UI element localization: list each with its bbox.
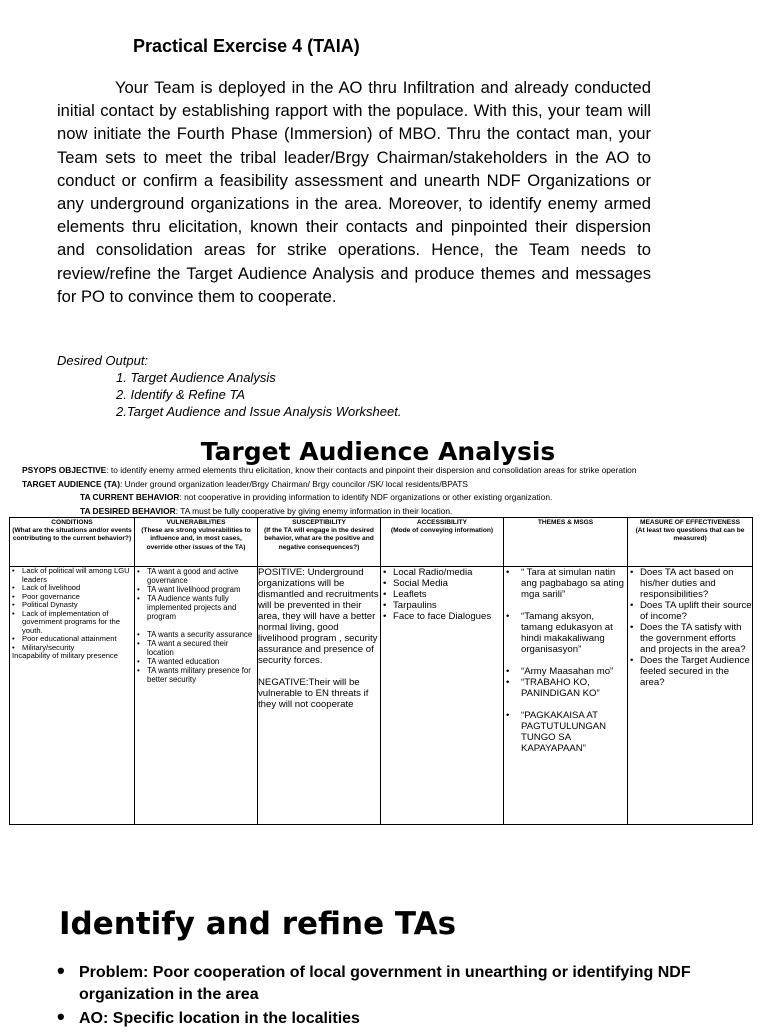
condition-item: • Political Dynasty [10, 601, 134, 610]
condition-item: • Lack of political will among LGU leaders [10, 567, 134, 584]
desired-output-item: 2. Identify & Refine TA [116, 387, 246, 402]
column-header-conditions: CONDITIONS (What are the situations and/or events contributing to the current behavior?) [10, 518, 135, 567]
scenario-paragraph: Your Team is deployed in the AO thru Infiltration and already conducted initial contact by establishing rapport with the populace. With this, your team will now initiate the Fourth Phase (Immersion) of MBO. Thru the contact man, your Team sets to meet the tribal leader/Brgy Chairman/stakeholders in the AO to conduct or confirm a feasibility assessment and unearth NDF Organizations or any underground organizations in the area. Moreover, to identify enemy armed elements thru elicitation, known their contacts and pinpointed their dispersion and consolidation areas for strike operations. Hence, the Team needs to review/refine the Target Audience Analysis and produce themes and messages for PO to convince them to cooperate. [57, 78, 651, 306]
taa-body-row [10, 567, 753, 825]
refine-item: • AO: Specific location in the localities [57, 1008, 717, 1030]
refine-heading: Identify and refine TAs [59, 906, 457, 942]
moe-item: • Does the TA satisfy with the government efforts and projects in the area? [628, 622, 752, 655]
vulnerability-item: • TA Audience wants fully implemented projects and program [135, 594, 257, 621]
vulnerabilities-cell [135, 567, 258, 825]
taa-table [9, 517, 753, 825]
conditions-cell [10, 567, 135, 825]
accessibility-item: • Tarpaulins [381, 600, 503, 611]
refine-list [57, 962, 717, 1032]
condition-tail: Incapability of military presence [12, 651, 118, 660]
condition-item: • Military/security [10, 644, 134, 653]
psyops-label: PSYOPS OBJECTIVE [22, 465, 107, 475]
psyops-objective [22, 465, 637, 475]
target-audience [22, 479, 468, 489]
theme-item: • “ Tara at simulan natin ang pagbabago sa ating mga sarili” [504, 567, 627, 600]
desired-behavior-label: TA DESIRED BEHAVIOR [80, 506, 176, 516]
accessibility-cell [381, 567, 504, 825]
vulnerability-item: • TA want a secured their location [135, 639, 257, 657]
condition-item: • Lack of implementation of government programs for the youth. [10, 610, 134, 636]
psyops-text: : to identify enemy armed elements thru elicitation, know their contacts and pinpoint their dispersion and consolidation areas for strike operation [106, 465, 637, 475]
taa-heading: Target Audience Analysis [200, 437, 556, 466]
column-header-moe: MEASURE OF EFFECTIVENESS (At least two questions that can be measured) [628, 518, 753, 567]
moe-item: • Does TA uplift their source of income? [628, 600, 752, 622]
desired-output-item: 1. Target Audience Analysis [116, 370, 276, 385]
condition-item: • Poor educational attainment [10, 635, 134, 644]
column-header-vulnerabilities: VULNERABILITIES (These are strong vulnerabilities to influence and, in most cases, override other issues of the TA) [135, 518, 258, 567]
column-header-susceptibility: SUSCEPTIBILITY (If the TA will engage in the desired behavior, what are the positive and negative consequences?) [258, 518, 381, 567]
accessibility-item: • Local Radio/media [381, 567, 503, 578]
ta-label: TARGET AUDIENCE (TA) [22, 479, 121, 489]
desired-output-list [57, 369, 401, 420]
vulnerability-item: • TA wants a security assurance [135, 630, 257, 639]
column-header-accessibility: ACCESSIBILITY (Mode of conveying information) [381, 518, 504, 567]
themes-cell [504, 567, 628, 825]
desired-output-item: 2.Target Audience and Issue Analysis Worksheet. [116, 404, 402, 419]
accessibility-item: • Leaflets [381, 589, 503, 600]
vulnerability-item: • TA want livelihood program [135, 585, 257, 594]
theme-item: • “Army Maasahan mo” [504, 666, 627, 677]
accessibility-item: • Social Media [381, 578, 503, 589]
desired-behavior-text: : TA must be fully cooperative by giving enemy information in their location. [175, 506, 453, 516]
moe-cell [628, 567, 753, 825]
ta-current-behavior [80, 492, 552, 502]
refine-item: • Problem: Poor cooperation of local government in unearthing or identifying NDF organization in the area [57, 962, 717, 1006]
vulnerability-item: • TA wanted education [135, 657, 257, 666]
susceptibility-positive: POSITIVE: Underground organizations will be dismantled and recruitments will be prevented in their area, they will have a better normal living, good livelihood program , security assurance and presence of security forces. [258, 567, 379, 666]
desired-output-label: Desired Output: [57, 353, 149, 368]
theme-item: • “PAGKAKAISA AT PAGTUTULUNGAN TUNGO SA KAPAYAPAAN” [504, 710, 627, 754]
theme-item: • “TRABAHO KO, PANINDIGAN KO” [504, 677, 627, 699]
vulnerability-item: • TA wants military presence for better security [135, 666, 257, 684]
taa-header-row [10, 518, 753, 567]
current-behavior-text: : not cooperative in providing information to identify NDF organizations or other existing organization. [179, 492, 553, 502]
accessibility-item: • Face to face Dialogues [381, 611, 503, 622]
vulnerability-item: • TA want a good and active governance [135, 567, 257, 585]
susceptibility-cell [258, 567, 381, 825]
exercise-title: Practical Exercise 4 (TAIA) [133, 36, 360, 56]
moe-item: • Does the Target Audience feeled secured in the area? [628, 655, 752, 688]
condition-item: • Poor governance [10, 593, 134, 602]
desired-output [57, 352, 401, 420]
column-header-themes: THEMES & MSGS [504, 518, 628, 567]
condition-item: • Lack of livelihood [10, 584, 134, 593]
ta-desired-behavior [80, 506, 452, 516]
susceptibility-negative: NEGATIVE:Their will be vulnerable to EN threats if they will not cooperate [258, 677, 369, 710]
current-behavior-label: TA CURRENT BEHAVIOR [80, 492, 180, 502]
ta-text: : Under ground organization leader/Brgy Chairman/ Brgy councilor /SK/ local residents/BPATS [120, 479, 468, 489]
theme-item: • “Tamang aksyon, tamang edukasyon at hindi makakaliwang organisasyon” [504, 611, 627, 655]
moe-item: • Does TA act based on his/her duties and responsibilities? [628, 567, 752, 600]
